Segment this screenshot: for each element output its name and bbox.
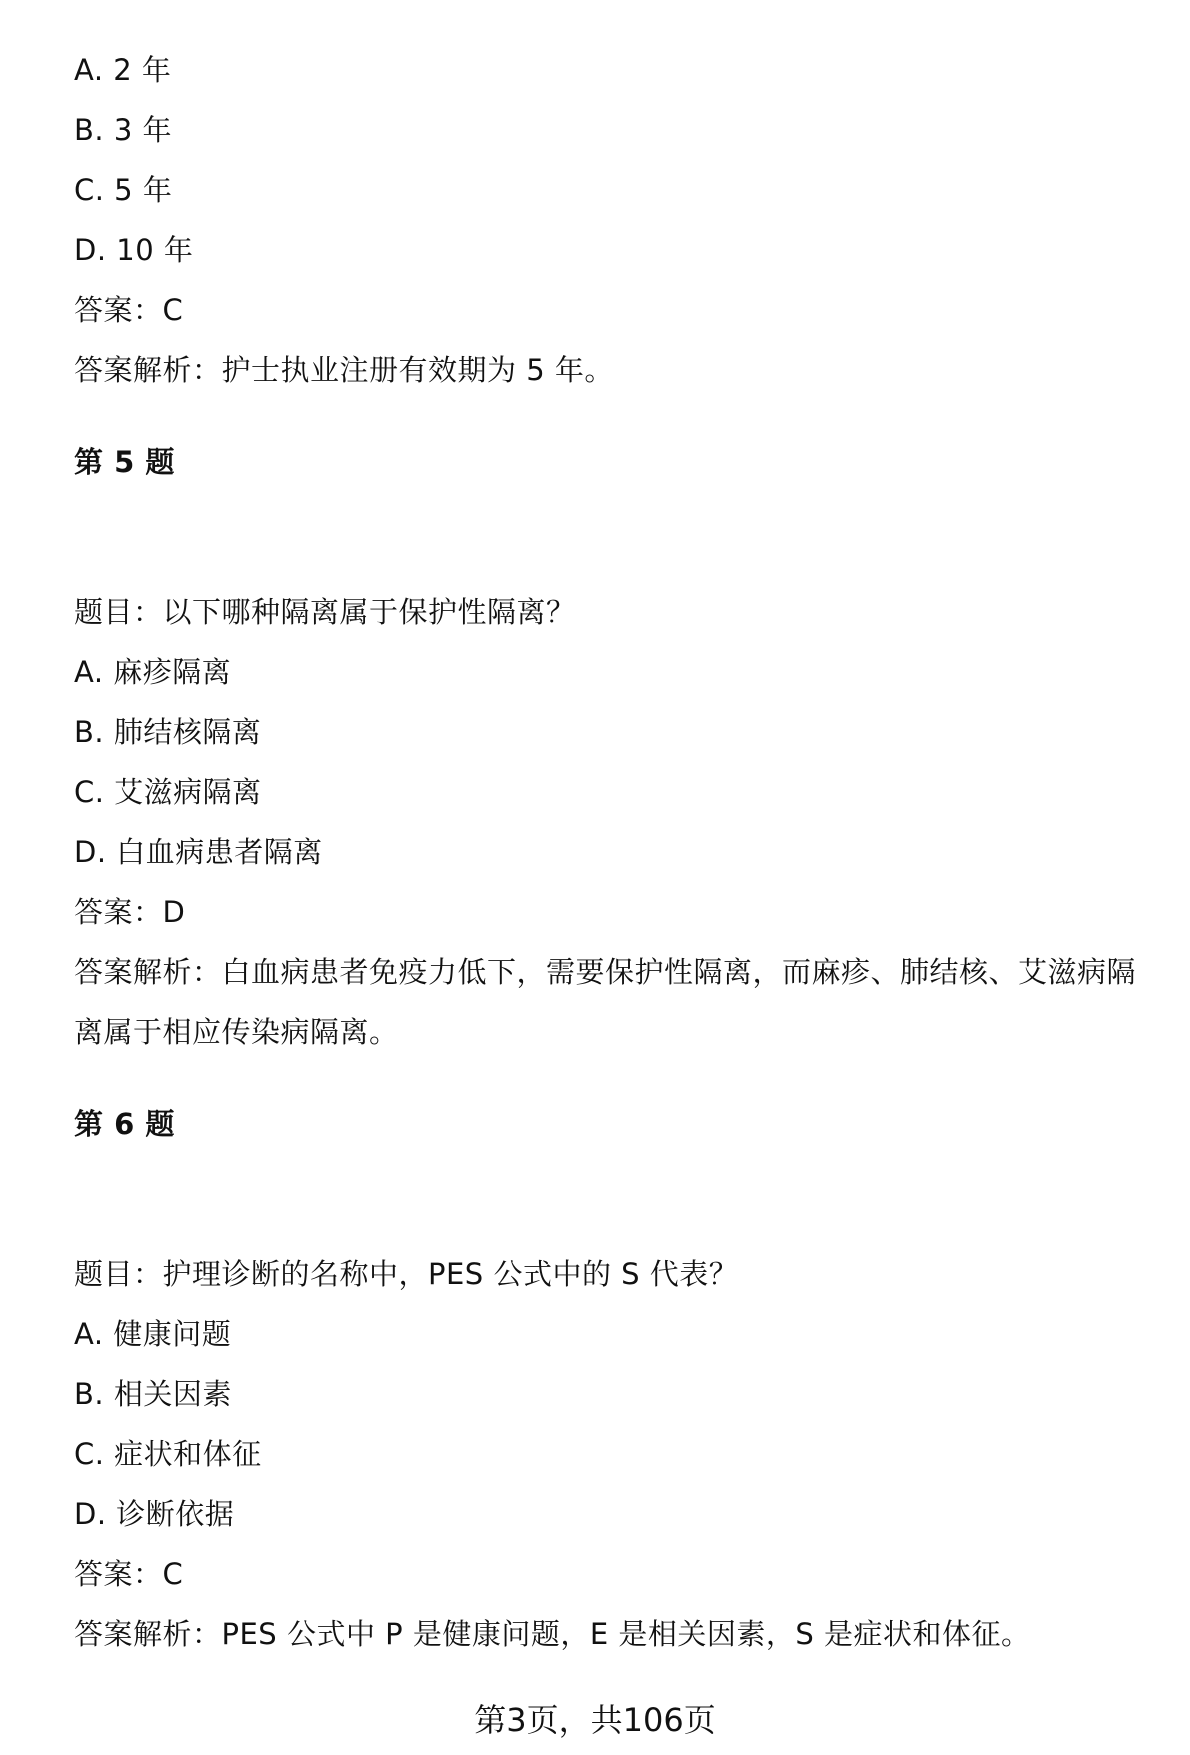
q6-answer: 答案：C [74, 1557, 184, 1591]
q6-option-a: A. 健康问题 [74, 1317, 232, 1351]
q6-question: 题目：护理诊断的名称中，PES 公式中的 S 代表？ [74, 1257, 739, 1291]
q5-answer: 答案：D [74, 895, 186, 929]
q5-option-b: B. 肺结核隔离 [74, 715, 262, 749]
q5-option-c: C. 艾滋病隔离 [74, 775, 262, 809]
q5-explanation-line-1: 答案解析：白血病患者免疫力低下，需要保护性隔离，而麻疹、肺结核、艾滋病隔 [74, 955, 1137, 989]
q5-option-a: A. 麻疹隔离 [74, 655, 232, 689]
q4-option-d: D. 10 年 [74, 233, 194, 267]
q4-answer: 答案：C [74, 293, 184, 327]
q5-option-d: D. 白血病患者隔离 [74, 835, 323, 869]
q4-explanation: 答案解析：护士执业注册有效期为 5 年。 [74, 353, 614, 387]
q6-explanation: 答案解析：PES 公式中 P 是健康问题，E 是相关因素，S 是症状和体征。 [74, 1617, 1031, 1651]
q6-heading: 第 6 题 [74, 1107, 175, 1141]
q6-option-d: D. 诊断依据 [74, 1497, 235, 1531]
q4-option-b: B. 3 年 [74, 113, 173, 147]
q4-option-a: A. 2 年 [74, 53, 172, 87]
q6-option-c: C. 症状和体征 [74, 1437, 262, 1471]
q6-option-b: B. 相关因素 [74, 1377, 232, 1411]
q5-heading: 第 5 题 [74, 445, 175, 479]
q5-question: 题目：以下哪种隔离属于保护性隔离？ [74, 595, 576, 629]
q4-option-c: C. 5 年 [74, 173, 173, 207]
q5-explanation-line-2: 离属于相应传染病隔离。 [74, 1015, 399, 1049]
page-number-footer: 第3页，共106页 [474, 1701, 716, 1739]
